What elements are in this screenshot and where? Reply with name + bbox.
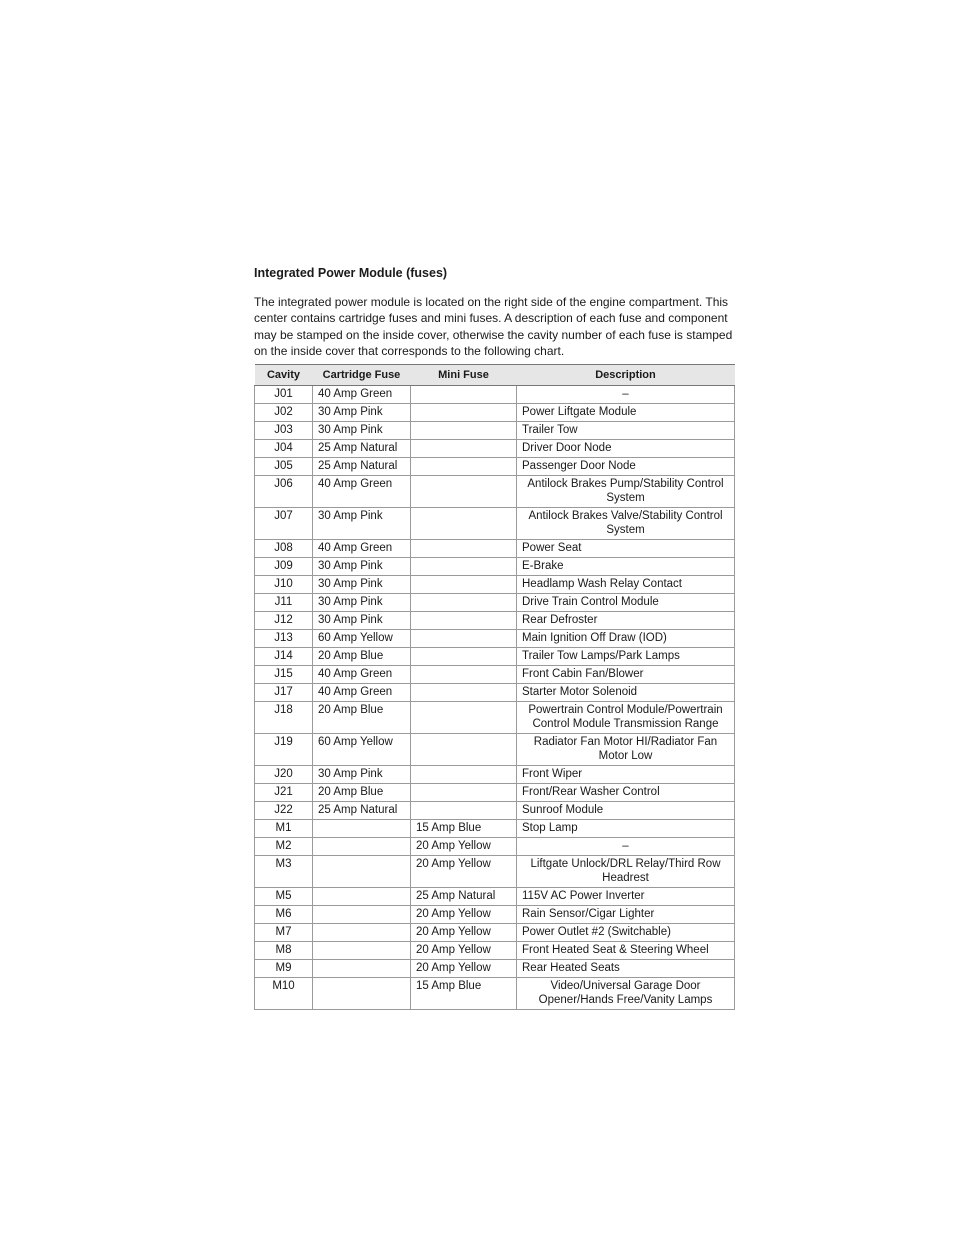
header-description: Description (517, 364, 735, 385)
cell-cavity: J20 (255, 765, 313, 783)
cell-cavity: J07 (255, 507, 313, 539)
cell-mini-fuse: 20 Amp Yellow (411, 905, 517, 923)
cell-description (517, 855, 735, 887)
description-text: Trailer Tow Lamps/Park Lamps (522, 650, 680, 663)
table-row (255, 905, 735, 923)
table-row (255, 575, 735, 593)
cell-description (517, 593, 735, 611)
cell-mini-fuse (411, 507, 517, 539)
cell-description (517, 977, 735, 1009)
cell-cavity: M6 (255, 905, 313, 923)
cell-cavity: M9 (255, 959, 313, 977)
cell-description (517, 611, 735, 629)
description-text: Drive Train Control Module (522, 596, 659, 609)
cell-cartridge-fuse (313, 837, 411, 855)
description-text: Rear Heated Seats (522, 962, 620, 975)
cell-mini-fuse (411, 629, 517, 647)
description-text: Power Seat (522, 542, 582, 555)
cell-cartridge-fuse (313, 941, 411, 959)
cell-description (517, 557, 735, 575)
cell-cavity: M10 (255, 977, 313, 1009)
fuse-section (254, 266, 734, 1010)
table-row (255, 403, 735, 421)
table-row (255, 783, 735, 801)
cell-cartridge-fuse: 20 Amp Blue (313, 783, 411, 801)
cell-cavity: M7 (255, 923, 313, 941)
cell-mini-fuse (411, 385, 517, 403)
cell-cartridge-fuse: 20 Amp Blue (313, 647, 411, 665)
cell-cartridge-fuse: 30 Amp Pink (313, 611, 411, 629)
cell-cavity: J09 (255, 557, 313, 575)
cell-mini-fuse: 20 Amp Yellow (411, 941, 517, 959)
cell-cavity: J14 (255, 647, 313, 665)
cell-mini-fuse (411, 539, 517, 557)
cell-mini-fuse: 20 Amp Yellow (411, 837, 517, 855)
cell-mini-fuse: 20 Amp Yellow (411, 855, 517, 887)
cell-description (517, 765, 735, 783)
cell-cavity: J06 (255, 475, 313, 507)
description-text: Rear Defroster (522, 614, 598, 627)
table-row (255, 733, 735, 765)
cell-description (517, 385, 735, 403)
cell-description (517, 959, 735, 977)
cell-description (517, 905, 735, 923)
cell-cartridge-fuse: 25 Amp Natural (313, 801, 411, 819)
cell-description (517, 733, 735, 765)
cell-description (517, 819, 735, 837)
cell-description (517, 457, 735, 475)
table-row (255, 683, 735, 701)
cell-mini-fuse: 15 Amp Blue (411, 819, 517, 837)
table-row (255, 475, 735, 507)
cell-cartridge-fuse: 40 Amp Green (313, 539, 411, 557)
description-text: Antilock Brakes Pump/Stability Control System (527, 478, 724, 505)
description-text: Front/Rear Washer Control (522, 786, 660, 799)
cell-cavity: M5 (255, 887, 313, 905)
table-row (255, 837, 735, 855)
description-text: Driver Door Node (522, 442, 612, 455)
cell-cavity: J08 (255, 539, 313, 557)
cell-cartridge-fuse: 25 Amp Natural (313, 439, 411, 457)
cell-mini-fuse: 25 Amp Natural (411, 887, 517, 905)
table-row (255, 647, 735, 665)
description-text: Front Wiper (522, 768, 583, 781)
cell-mini-fuse (411, 421, 517, 439)
table-row (255, 457, 735, 475)
table-row (255, 629, 735, 647)
cell-mini-fuse: 15 Amp Blue (411, 977, 517, 1009)
cell-mini-fuse (411, 403, 517, 421)
cell-cartridge-fuse: 40 Amp Green (313, 683, 411, 701)
header-mini-fuse: Mini Fuse (411, 364, 517, 385)
table-row (255, 887, 735, 905)
cell-cartridge-fuse: 30 Amp Pink (313, 575, 411, 593)
table-row (255, 701, 735, 733)
cell-cavity: J21 (255, 783, 313, 801)
cell-cartridge-fuse: 60 Amp Yellow (313, 629, 411, 647)
cell-description (517, 507, 735, 539)
description-text: Power Liftgate Module (522, 406, 637, 419)
table-row (255, 611, 735, 629)
table-row (255, 421, 735, 439)
description-text: Main Ignition Off Draw (IOD) (522, 632, 667, 645)
cell-mini-fuse (411, 801, 517, 819)
cell-cavity: J04 (255, 439, 313, 457)
cell-mini-fuse (411, 611, 517, 629)
table-row (255, 665, 735, 683)
cell-mini-fuse (411, 647, 517, 665)
cell-mini-fuse (411, 593, 517, 611)
cell-cartridge-fuse (313, 855, 411, 887)
cell-description (517, 539, 735, 557)
description-text: Antilock Brakes Valve/Stability Control System (528, 510, 723, 537)
cell-description (517, 837, 735, 855)
cell-description (517, 403, 735, 421)
cell-cartridge-fuse: 20 Amp Blue (313, 701, 411, 733)
cell-cavity: J02 (255, 403, 313, 421)
cell-description (517, 887, 735, 905)
cell-cavity: J10 (255, 575, 313, 593)
description-text: Radiator Fan Motor HI/Radiator Fan Motor Low (533, 736, 718, 763)
description-text: Headlamp Wash Relay Contact (522, 578, 683, 591)
table-row (255, 801, 735, 819)
table-header-row (255, 364, 735, 385)
description-text: Front Cabin Fan/Blower (522, 668, 644, 681)
table-row (255, 855, 735, 887)
cell-mini-fuse (411, 733, 517, 765)
cell-cavity: J13 (255, 629, 313, 647)
cell-cartridge-fuse (313, 819, 411, 837)
table-row (255, 539, 735, 557)
cell-cavity: J22 (255, 801, 313, 819)
description-text: Passenger Door Node (522, 460, 636, 473)
cell-mini-fuse: 20 Amp Yellow (411, 923, 517, 941)
cell-description (517, 701, 735, 733)
table-row (255, 977, 735, 1009)
cell-cartridge-fuse (313, 887, 411, 905)
cell-cavity: J19 (255, 733, 313, 765)
cell-cavity: J18 (255, 701, 313, 733)
cell-cartridge-fuse: 30 Amp Pink (313, 765, 411, 783)
description-text: Front Heated Seat & Steering Wheel (522, 944, 709, 957)
cell-mini-fuse (411, 701, 517, 733)
cell-cartridge-fuse: 30 Amp Pink (313, 403, 411, 421)
cell-cavity: J12 (255, 611, 313, 629)
description-text: Video/Universal Garage Door Opener/Hands Free/Vanity Lamps (538, 980, 713, 1007)
description-text: Stop Lamp (522, 822, 578, 835)
cell-description (517, 421, 735, 439)
cell-cavity: M8 (255, 941, 313, 959)
cell-cavity: J01 (255, 385, 313, 403)
cell-description (517, 575, 735, 593)
table-row (255, 765, 735, 783)
description-text: Rain Sensor/Cigar Lighter (522, 908, 655, 921)
cell-description (517, 647, 735, 665)
cell-cavity: J17 (255, 683, 313, 701)
cell-cavity: M3 (255, 855, 313, 887)
description-text: Powertrain Control Module/Powertrain Control Module Transmission Range (528, 704, 723, 731)
cell-cartridge-fuse (313, 923, 411, 941)
cell-cartridge-fuse: 40 Amp Green (313, 475, 411, 507)
fuse-table-body (255, 385, 735, 1009)
cell-cartridge-fuse: 30 Amp Pink (313, 557, 411, 575)
cell-cartridge-fuse: 30 Amp Pink (313, 507, 411, 539)
cell-cavity: J05 (255, 457, 313, 475)
cell-description (517, 783, 735, 801)
cell-mini-fuse (411, 457, 517, 475)
description-text: Sunroof Module (522, 804, 604, 817)
table-row (255, 557, 735, 575)
table-row (255, 819, 735, 837)
description-text: Trailer Tow (522, 424, 578, 437)
cell-mini-fuse (411, 575, 517, 593)
description-text: – (622, 388, 629, 401)
cell-mini-fuse: 20 Amp Yellow (411, 959, 517, 977)
description-text: – (622, 840, 629, 853)
cell-mini-fuse (411, 439, 517, 457)
cell-description (517, 941, 735, 959)
header-cavity: Cavity (255, 364, 313, 385)
table-row (255, 593, 735, 611)
cell-cartridge-fuse (313, 959, 411, 977)
cell-description (517, 923, 735, 941)
table-row (255, 439, 735, 457)
cell-description (517, 475, 735, 507)
cell-mini-fuse (411, 665, 517, 683)
cell-cartridge-fuse: 40 Amp Green (313, 665, 411, 683)
cell-mini-fuse (411, 475, 517, 507)
table-row (255, 941, 735, 959)
section-heading: Integrated Power Module (fuses) (254, 266, 448, 280)
cell-cavity: M2 (255, 837, 313, 855)
cell-mini-fuse (411, 557, 517, 575)
cell-cartridge-fuse: 25 Amp Natural (313, 457, 411, 475)
cell-cavity: M1 (255, 819, 313, 837)
cell-description (517, 629, 735, 647)
intro-paragraph: The integrated power module is located on the right side of the engine compartment. This center contains cartridge fuses and mini fuses. A description of each fuse and component may be stamped on the inside cover, otherwise the cavity number of each fuse is stamped on the inside cover that corresponds to the following chart. (254, 295, 733, 359)
cell-cartridge-fuse (313, 977, 411, 1009)
header-cartridge-fuse: Cartridge Fuse (313, 364, 411, 385)
cell-cavity: J03 (255, 421, 313, 439)
table-row (255, 959, 735, 977)
description-text: 115V AC Power Inverter (522, 890, 645, 903)
description-text: Starter Motor Solenoid (522, 686, 638, 699)
cell-description (517, 683, 735, 701)
cell-cavity: J15 (255, 665, 313, 683)
cell-description (517, 801, 735, 819)
table-row (255, 923, 735, 941)
description-text: Liftgate Unlock/DRL Relay/Third Row Headrest (530, 858, 721, 885)
table-row (255, 507, 735, 539)
cell-cartridge-fuse: 60 Amp Yellow (313, 733, 411, 765)
cell-cartridge-fuse: 40 Amp Green (313, 385, 411, 403)
cell-cartridge-fuse: 30 Amp Pink (313, 421, 411, 439)
description-text: E-Brake (522, 560, 564, 573)
cell-mini-fuse (411, 783, 517, 801)
cell-cartridge-fuse (313, 905, 411, 923)
cell-mini-fuse (411, 683, 517, 701)
cell-cartridge-fuse: 30 Amp Pink (313, 593, 411, 611)
cell-description (517, 665, 735, 683)
description-text: Power Outlet #2 (Switchable) (522, 926, 671, 939)
fuse-table (254, 364, 735, 1010)
cell-description (517, 439, 735, 457)
cell-mini-fuse (411, 765, 517, 783)
table-row (255, 385, 735, 403)
cell-cavity: J11 (255, 593, 313, 611)
